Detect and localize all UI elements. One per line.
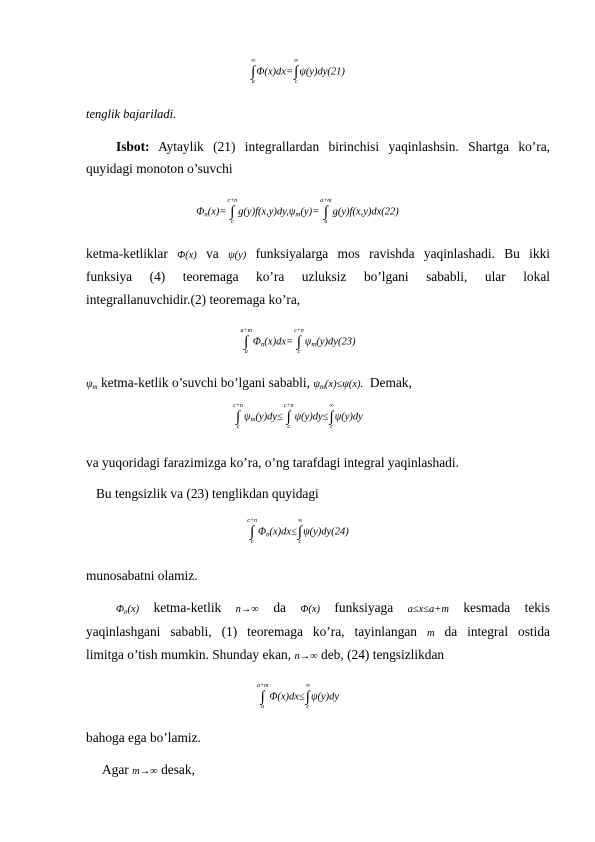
integral-sign: ∞ ∫ c <box>294 58 299 85</box>
para2-line-2: funksiya (4) teoremaga ko’ra uzluksiz bo’lgani sababli, ular lokal <box>86 269 550 284</box>
integral-sign: ∞ ∫ a <box>251 58 256 85</box>
integral-sign: c+n ∫ c <box>283 403 294 430</box>
integral-sign: a+m ∫ a <box>240 328 252 355</box>
integral-sign: ∞ ∫ c <box>305 683 310 710</box>
para2-line-1: ketma-ketliklar Φ(x) va ψ(y) funksiyalarga mos ravishda yaqinlashadi. Bu ikki <box>86 246 550 261</box>
para3-line-1: Φn(x) ketma-ketlik n→∞ da Φ(x) funksiyaga a≤x≤a+m kesmada tekis <box>116 600 550 616</box>
integral-sign: c+n ∫ c <box>227 198 238 225</box>
integral-sign: ∞ ∫ c <box>297 518 303 545</box>
para3-line-3: limitga o’tish mumkin. Shunday ekan, n→∞ deb, (24) tengsizlikdan <box>86 647 445 662</box>
inequality-equation: c+n ∫ c ψm(y)dy≤ c+n ∫ c ψ(y)dy≤ ∞ ∫ c ψ(y)dy <box>233 403 363 430</box>
psi-line: ψm ketma-ketlik o’suvchi bo’lgani sababli, ψm(x)≤ψ(x). Demak, <box>86 375 412 391</box>
isbot-label: Isbot: <box>116 139 150 154</box>
isbot-line-1 <box>116 136 550 158</box>
eq21-rhs: ψ(y)dy(21) <box>299 66 345 78</box>
munosabat-line: munosabatni olamiz. <box>86 568 198 583</box>
integral-sign: c+n ∫ c <box>294 328 304 355</box>
equation-24: c+n ∫ c Φn(x)dx≤ ∞ ∫ c ψ(y)dy(24) <box>247 518 349 545</box>
equation-22: Φn(x)= c+n ∫ c g(y)f(x,y)dy,ψm(y)= a+m ∫ a g(y)f(x,y)dx(22) <box>196 198 399 225</box>
bu-line: Bu tengsizlik va (23) tenglikdan quyidagi <box>96 486 319 501</box>
isbot-line-2: quyidagi monoton o’suvchi <box>86 161 233 176</box>
para3-line-2: yaqinlashgani sababli, (1) teoremaga ko’ra, tayinlangan m da integral ostida <box>86 624 550 639</box>
integral-sign: ∞ ∫ c <box>329 403 334 430</box>
isbot-text: Aytaylik (21) integrallardan birinchisi yaqinlashsin. Shartga ko’ra, <box>158 139 551 154</box>
integral-sign: c+n ∫ c <box>247 518 257 545</box>
equation-21 <box>0 58 595 86</box>
integral-sign: a+m ∫ a <box>256 683 269 710</box>
eq21-lhs: Φ(x)dx= <box>256 66 294 78</box>
agar-line: Agar m→∞ desak, <box>102 762 195 777</box>
baho-line: bahoga ega bo’lamiz. <box>86 730 201 745</box>
final-inequality: a+m ∫ a Φ(x)dx≤ ∞ ∫ c ψ(y)dy <box>256 683 340 710</box>
para2-line-3: integrallanuvchidir.(2) teoremaga ko’ra, <box>86 292 301 307</box>
tenglik-line: tenglik bajariladi. <box>86 107 177 121</box>
equation-23: a+m ∫ a Φn(x)dx= c+n ∫ c ψm(y)dy(23) <box>240 328 356 355</box>
integral-sign: a+m ∫ a <box>320 198 332 225</box>
va-line: va yuqoridagi farazimizga ko’ra, o’ng tarafdagi integral yaqinlashadi. <box>86 455 459 470</box>
integral-sign: c+n ∫ c <box>233 403 243 430</box>
